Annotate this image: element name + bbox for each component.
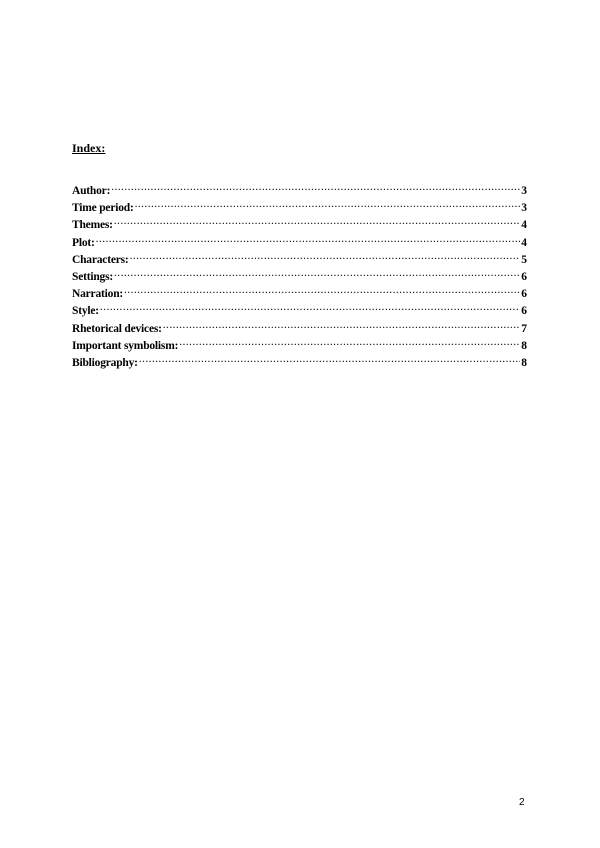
toc-dot-leader	[179, 335, 520, 349]
toc-entry-page: 6	[521, 270, 527, 283]
toc-entry-label: Important symbolism:	[72, 339, 179, 352]
toc-entry-label: Plot:	[72, 236, 95, 249]
toc-entry-label: Rhetorical devices:	[72, 322, 162, 335]
toc-dot-leader	[96, 232, 521, 246]
toc-entry-label: Themes:	[72, 219, 113, 232]
toc-entry-label: Bibliography:	[72, 356, 138, 369]
table-of-contents	[72, 180, 527, 369]
toc-entry-page: 3	[521, 202, 527, 215]
toc-entry-themes[interactable]	[72, 214, 527, 231]
toc-entry-page: 8	[521, 339, 527, 352]
page-number: 2	[519, 797, 525, 808]
toc-entry-label: Time period:	[72, 202, 134, 215]
index-heading: Index:	[72, 141, 106, 155]
toc-entry-settings[interactable]	[72, 266, 527, 283]
toc-entry-important-symbolism[interactable]	[72, 335, 527, 352]
toc-entry-page: 7	[521, 322, 527, 335]
toc-dot-leader	[114, 266, 520, 280]
toc-entry-time-period[interactable]	[72, 197, 527, 214]
toc-entry-style[interactable]	[72, 300, 527, 317]
toc-entry-page: 6	[521, 288, 527, 301]
toc-entry-page: 8	[521, 356, 527, 369]
toc-dot-leader	[111, 180, 520, 194]
toc-entry-narration[interactable]	[72, 283, 527, 300]
toc-entry-plot[interactable]	[72, 232, 527, 249]
toc-entry-page: 6	[521, 305, 527, 318]
toc-dot-leader	[124, 283, 520, 297]
toc-dot-leader	[114, 214, 520, 228]
toc-entry-page: 4	[521, 219, 527, 232]
toc-dot-leader	[163, 318, 520, 332]
toc-entry-bibliography[interactable]	[72, 352, 527, 369]
toc-entry-label: Author:	[72, 185, 111, 197]
toc-entry-label: Settings:	[72, 270, 114, 283]
toc-entry-label: Narration:	[72, 288, 124, 301]
toc-dot-leader	[139, 352, 520, 366]
toc-dot-leader	[135, 197, 521, 211]
toc-dot-leader	[130, 249, 521, 263]
toc-entry-page: 4	[521, 236, 527, 249]
toc-entry-characters[interactable]	[72, 249, 527, 266]
toc-entry-page: 5	[521, 253, 527, 266]
toc-dot-leader	[100, 300, 520, 314]
toc-entry-label: Style:	[72, 305, 99, 318]
toc-entry-rhetorical-devices[interactable]	[72, 318, 527, 335]
toc-entry-page: 3	[521, 185, 527, 197]
toc-entry-label: Characters:	[72, 253, 129, 266]
toc-entry-author[interactable]	[72, 180, 527, 197]
